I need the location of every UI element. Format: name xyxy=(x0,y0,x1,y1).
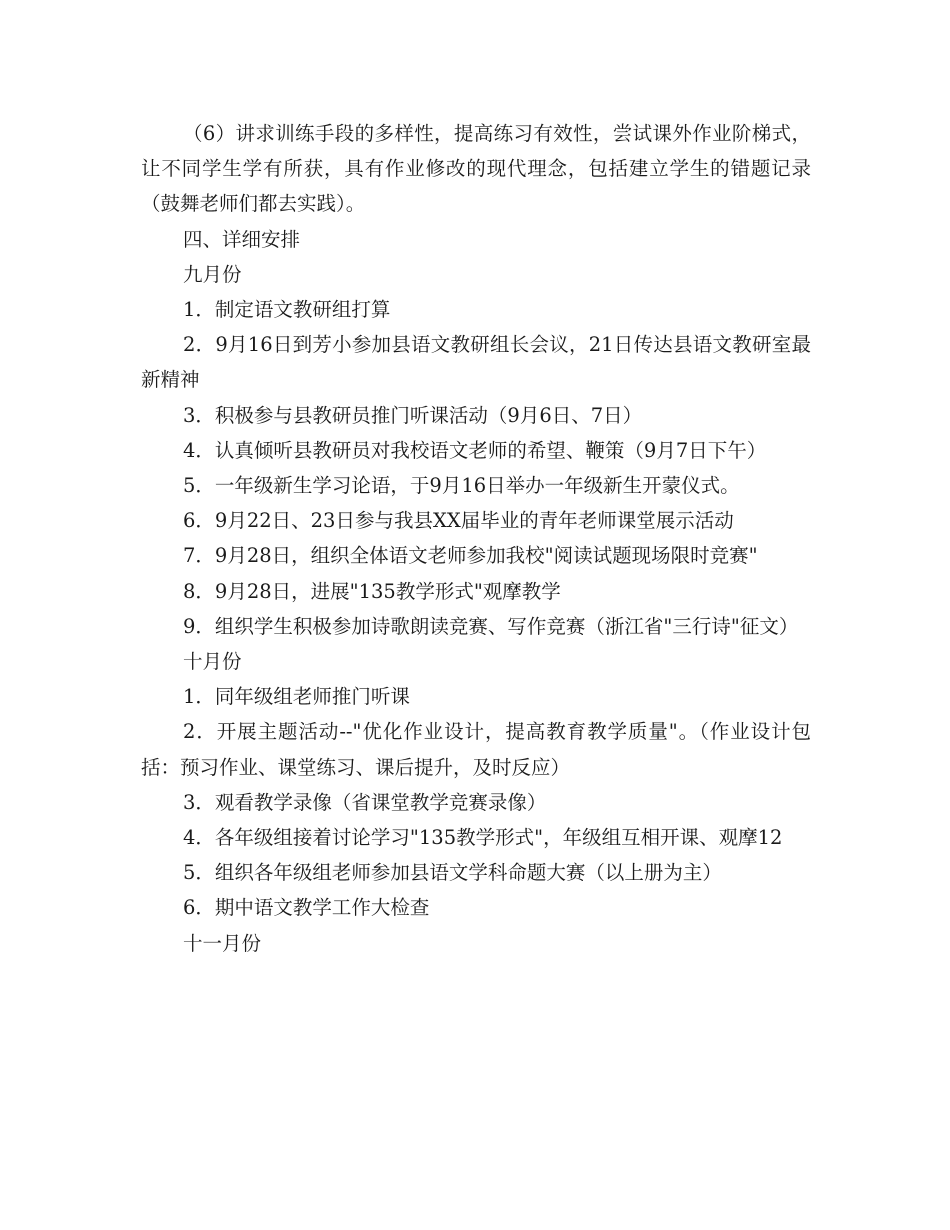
list-item: 5．一年级新生学习论语，于9月16日举办一年级新生开蒙仪式。 xyxy=(183,474,740,498)
list-item: 7．9月28日，组织全体语文老师参加我校"阅读试题现场限时竞赛" xyxy=(183,544,758,568)
paragraph-training-methods: （6）讲求训练手段的多样性，提高练习有效性，尝试课外作业阶梯式，让不同学生学有所获，具有作业修改的现代理念，包括建立学生的错题记录（鼓舞老师们都去实践）。 xyxy=(141,122,811,216)
month-heading-november: 十一月份 xyxy=(183,931,262,955)
list-item: 5．组织各年级组老师参加县语文学科命题大赛（以上册为主） xyxy=(183,861,722,885)
list-item: 1．制定语文教研组打算 xyxy=(183,298,391,322)
list-item: 6．期中语文教学工作大检查 xyxy=(183,896,430,920)
list-item: 2．开展主题活动--"优化作业设计，提高教育教学质量"。（作业设计包括：预习作业、课堂练习、课后提升，及时反应） xyxy=(141,720,811,779)
section-heading-schedule: 四、详细安排 xyxy=(183,227,301,251)
list-item: 3．观看教学录像（省课堂教学竞赛录像） xyxy=(183,790,547,814)
month-heading-october: 十月份 xyxy=(183,650,242,674)
list-item: 8．9月28日，进展"135教学形式"观摩教学 xyxy=(183,579,561,603)
list-item: 4．各年级组接着讨论学习"135教学形式"，年级组互相开课、观摩12 xyxy=(183,826,783,850)
month-heading-september: 九月份 xyxy=(183,262,242,286)
document-body xyxy=(141,116,811,961)
list-item: 2．9月16日到芳小参加县语文教研组长会议，21日传达县语文教研室最新精神 xyxy=(141,333,811,392)
list-item: 6．9月22日、23日参与我县XX届毕业的青年老师课堂展示活动 xyxy=(183,509,734,533)
list-item: 4．认真倾听县教研员对我校语文老师的希望、鞭策（9月7日下午） xyxy=(183,438,767,462)
list-item: 9．组织学生积极参加诗歌朗读竞赛、写作竞赛（浙江省"三行诗"征文） xyxy=(183,614,799,638)
list-item: 3．积极参与县教研员推门听课活动（9月6日、7日） xyxy=(183,403,643,427)
list-item: 1．同年级组老师推门听课 xyxy=(183,685,410,709)
